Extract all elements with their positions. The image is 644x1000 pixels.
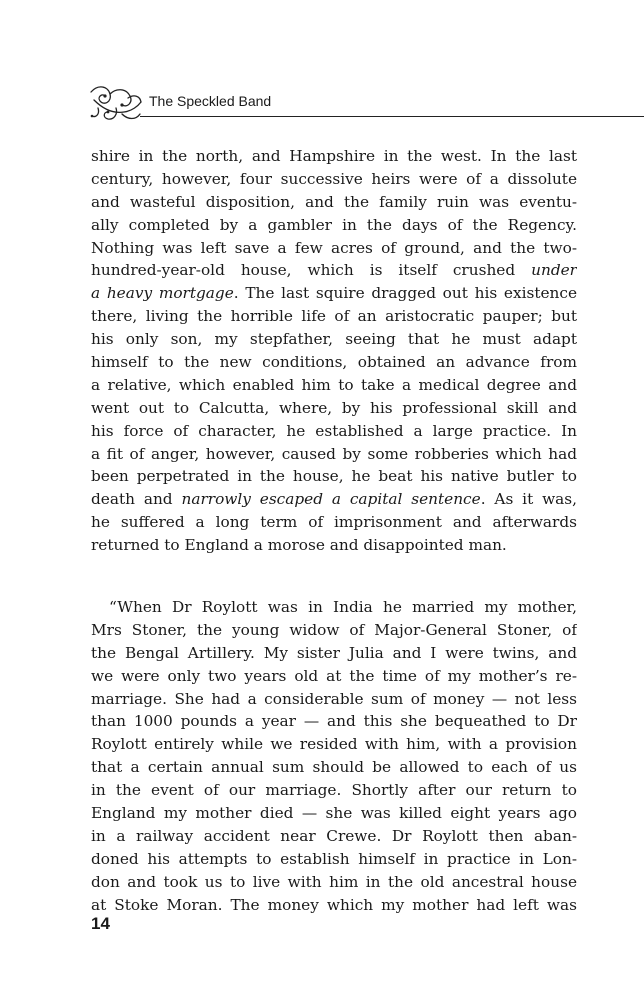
text-line: in the event of our marriage. Shortly after our return to: [91, 781, 577, 800]
text-line: doned his attempts to establish himself in practice in Lon-: [91, 849, 577, 868]
text-run: hundred-year-old house, which is itself crushed: [91, 261, 532, 280]
text-line: Nothing was left save a few acres of ground, and the two-: [91, 238, 577, 257]
paragraph-2: [91, 596, 577, 916]
text-line: “When Dr Roylott was in India he married my mother,: [109, 598, 577, 616]
flourish-ornament-icon: [88, 78, 144, 126]
text-line: the Bengal Artillery. My sister Julia and I were twins, and: [91, 643, 577, 662]
text-line: Roylott entirely while we resided with him, with a provision: [91, 735, 577, 754]
text-line: at Stoke Moran. The money which my mother had left was: [91, 895, 577, 914]
text-line: ally completed by a gambler in the days of the Regency.: [91, 215, 577, 234]
text-line: his only son, my stepfather, seeing that he must adapt: [91, 330, 577, 349]
text-line: England my mother died — she was killed eight years ago: [91, 804, 577, 823]
text-line: [91, 282, 577, 305]
text-run: . As it was,: [480, 490, 577, 509]
text-line: a fit of anger, however, caused by some robberies which had: [91, 444, 577, 463]
text-line: and wasteful disposition, and the family ruin was eventu-: [91, 192, 577, 211]
text-line: that a certain annual sum should be allowed to each of us: [91, 758, 577, 777]
text-line: we were only two years old at the time of my mother’s re-: [91, 666, 577, 685]
text-line: himself to the new conditions, obtained an advance from: [91, 353, 577, 372]
text-line: returned to England a morose and disappointed man.: [91, 536, 507, 555]
text-line: than 1000 pounds a year — and this she bequeathed to Dr: [91, 712, 577, 731]
text-line: marriage. She had a considerable sum of money — not less: [91, 689, 577, 708]
page-number: 14: [91, 914, 110, 933]
text-line: [91, 488, 577, 511]
text-line: went out to Calcutta, where, by his professional skill and: [91, 398, 577, 417]
text-line: a relative, which enabled him to take a medical degree and: [91, 375, 577, 394]
text-run: . The last squire dragged out his existence: [233, 284, 577, 303]
text-line: been perpetrated in the house, he beat his native butler to: [91, 467, 577, 486]
paragraph-1: [91, 145, 577, 557]
running-title: The Speckled Band: [149, 93, 272, 109]
italic-phrase: narrowly escaped a capital sentence: [181, 490, 481, 509]
text-run: death and: [91, 490, 182, 509]
text-line: his force of character, he established a large practice. In: [91, 421, 577, 440]
italic-phrase: a heavy mortgage: [91, 284, 234, 303]
text-line: in a railway accident near Crewe. Dr Roylott then aban-: [91, 826, 577, 845]
text-line: [91, 259, 577, 282]
text-line: Mrs Stoner, the young widow of Major-General Stoner, of: [91, 620, 577, 639]
header-rule: [140, 116, 644, 117]
text-line: he suffered a long term of imprisonment and afterwards: [91, 513, 577, 532]
text-line: century, however, four successive heirs were of a dissolute: [91, 169, 577, 188]
text-line: there, living the horrible life of an aristocratic pauper; but: [91, 307, 577, 326]
text-line: shire in the north, and Hampshire in the west. In the last: [91, 147, 577, 165]
text-line: don and took us to live with him in the old ancestral house: [91, 872, 577, 891]
italic-phrase: under: [531, 261, 577, 280]
